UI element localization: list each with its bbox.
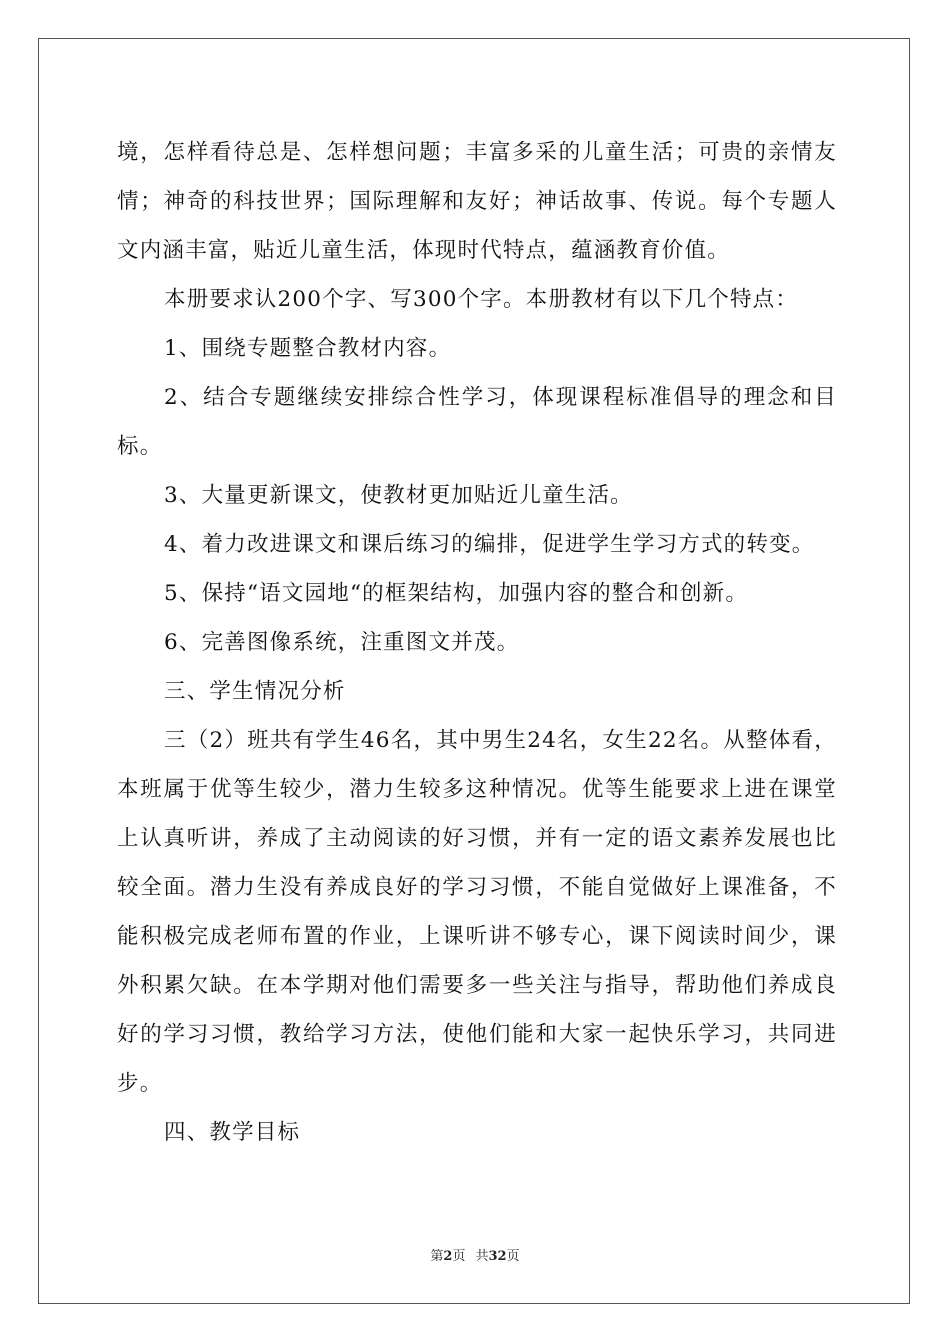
list-item-5: 5、保持“语文园地“的框架结构，加强内容的整合和创新。 (164, 581, 749, 606)
footer-total-prefix: 共 (475, 1249, 489, 1264)
footer-page-suffix: 页 (452, 1249, 466, 1264)
page-footer (0, 1248, 950, 1266)
document-body (117, 128, 837, 1157)
list-item-3: 3、大量更新课文，使教材更加贴近儿童生活。 (164, 483, 633, 508)
footer-total-suffix: 页 (506, 1249, 520, 1264)
section-heading-4: 四、教学目标 (164, 1120, 301, 1145)
list-item-2: 2、结合专题继续安排综合性学习，体现课程标准倡导的理念和目标。 (117, 385, 837, 459)
footer-total-pages: 32 (488, 1249, 507, 1264)
list-item-1: 1、围绕专题整合教材内容。 (164, 336, 452, 361)
paragraph-student-analysis: 三（2）班共有学生46名，其中男生24名，女生22名。从整体看，本班属于优等生较少，潜力生较多这种情况。优等生能要求上进在课堂上认真听讲，养成了主动阅读的好习惯，并有一定的语文素养发展也比较全面。潜力生没有养成良好的学习习惯，不能自觉做好上课准备，不能积极完成老师布置的作业，上课听讲不够专心，课下阅读时间少，课外积累欠缺。在本学期对他们需要多一些关注与指导，帮助他们养成良好的学习习惯，教给学习方法，使他们能和大家一起快乐学习，共同进步。 (117, 728, 837, 1096)
list-item-6: 6、完善图像系统，注重图文并茂。 (164, 630, 520, 655)
paragraph-1: 境，怎样看待总是、怎样想问题；丰富多采的儿童生活；可贵的亲情友情；神奇的科技世界；国际理解和友好；神话故事、传说。每个专题人文内涵丰富，贴近儿童生活，体现时代特点，蕴涵教育价值。 (117, 140, 837, 263)
section-heading-3: 三、学生情况分析 (164, 679, 346, 704)
paragraph-2: 本册要求认200个字、写300个字。本册教材有以下几个特点： (164, 287, 799, 312)
footer-page-number: 2 (443, 1249, 453, 1264)
list-item-4: 4、着力改进课文和课后练习的编排，促进学生学习方式的转变。 (164, 532, 815, 557)
footer-page-prefix: 第 (430, 1249, 444, 1264)
